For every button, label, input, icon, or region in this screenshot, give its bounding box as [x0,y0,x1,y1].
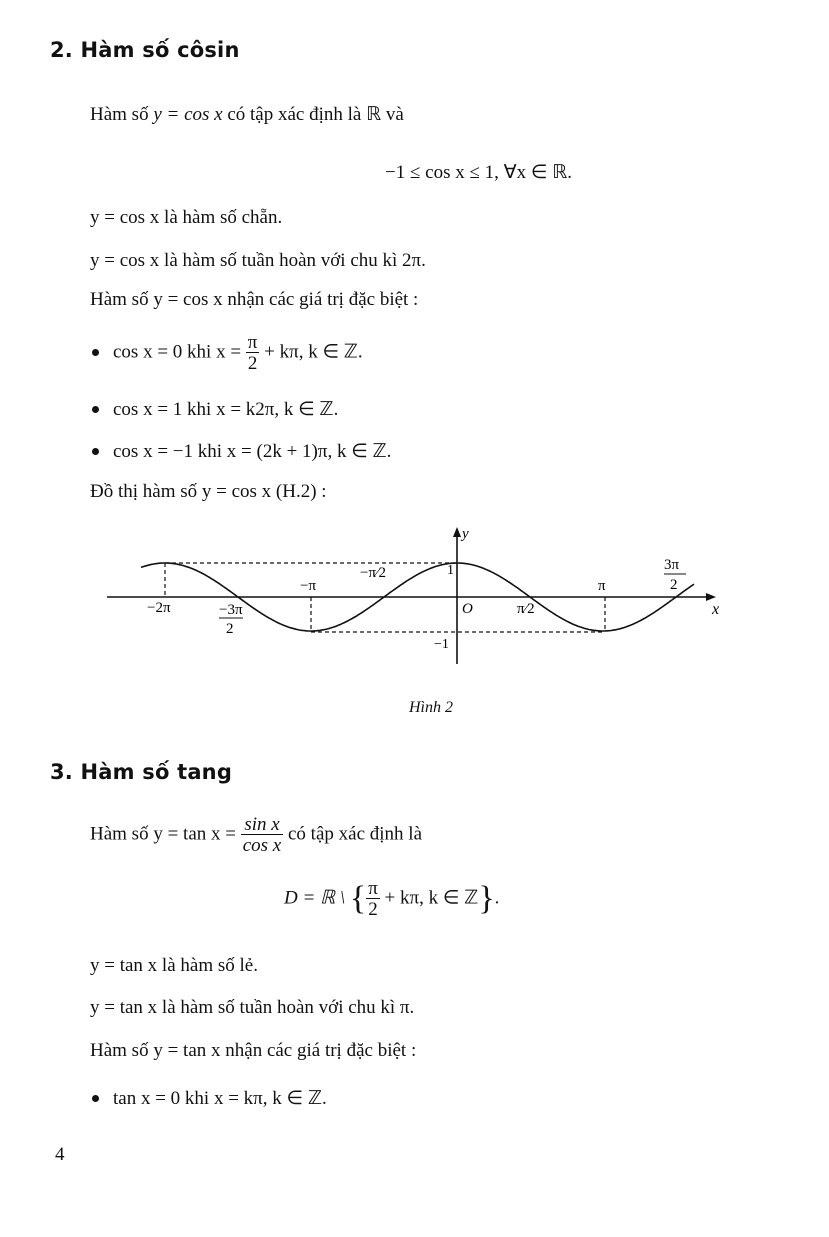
label-neg-2pi: −2π [147,600,171,616]
section-3-heading: 3. Hàm số tang [50,760,233,784]
bullet-3-text: cos x = −1 khi x = (2k + 1)π, k ∈ ℤ. [113,441,392,462]
label-one: 1 [447,563,454,578]
label-pi: π [598,578,606,594]
label-neg-pi-2: −π⁄2 [360,565,387,581]
label-x: x [712,601,720,618]
tan-intro-prefix: Hàm số y = tan x = [90,823,241,845]
y-axis-arrow [453,527,461,537]
tan-intro [90,815,422,855]
label-neg-one: −1 [434,637,449,652]
intro-suffix: có tập xác định là ℝ và [222,104,404,125]
bullet-1-prefix: cos x = 0 khi x = [113,341,246,363]
cos-range-formula: −1 ≤ cos x ≤ 1, ∀x ∈ ℝ. [385,162,572,183]
intro-prefix: Hàm số [90,104,154,125]
graph-intro: Đồ thị hàm số y = cos x (H.2) : [90,481,327,502]
tan-odd-line: y = tan x là hàm số lẻ. [90,955,258,976]
cos-periodic-line: y = cos x là hàm số tuần hoàn với chu kì 2π. [90,250,426,271]
cos-even-line: y = cos x là hàm số chẵn. [90,207,283,228]
label-neg-pi: −π [300,578,317,594]
label-3pi-2-num: 3π [664,557,680,573]
right-brace: } [478,880,495,917]
pi-over-2-fraction: $\frac{\pi}{2}$ [368,878,378,920]
page-number: 4 [55,1144,65,1165]
tan-periodic-line: y = tan x là hàm số tuần hoàn với chu kì π. [90,997,415,1018]
intro-function: y = cos x [153,104,223,125]
label-neg-3pi-2-den: 2 [226,621,234,637]
x-axis-arrow [706,593,716,601]
section-2-heading: 2. Hàm số côsin [50,38,240,62]
tan-intro-suffix: có tập xác định là [283,823,423,845]
tan-bullet-1 [92,1087,327,1110]
pi-over-2-fraction: $\frac{\pi}{2}$ [247,332,258,374]
label-origin: O [462,601,473,617]
label-pi-2: π⁄2 [517,601,535,617]
domain-suffix: + kπ, k ∈ ℤ [379,887,479,909]
figure-caption: Hình 2 [409,699,453,716]
label-y: y [462,526,469,542]
tan-bullet-1-text: tan x = 0 khi x = kπ, k ∈ ℤ. [113,1088,327,1109]
cos-special-intro: Hàm số y = cos x nhận các giá trị đặc biệt : [90,289,419,310]
bullet-1-suffix: + kπ, k ∈ ℤ. [259,341,363,363]
tan-domain-formula: D = ℝ \ { $\frac{\pi}{2}$ + kπ, k ∈ ℤ}. [284,878,500,920]
tan-special-intro: Hàm số y = tan x nhận các giá trị đặc biệt : [90,1040,417,1061]
label-3pi-2-den: 2 [670,577,678,593]
sin-over-cos-fraction: $\frac{\text{sin x}}{\text{cos x}}$ [242,814,282,856]
left-brace: { [349,880,367,917]
bullet-dot [92,1095,99,1102]
domain-prefix: D = ℝ \ [284,887,350,909]
label-neg-3pi-2-num: −3π [219,602,243,618]
bullet-2-text: cos x = 1 khi x = k2π, k ∈ ℤ. [113,399,339,420]
